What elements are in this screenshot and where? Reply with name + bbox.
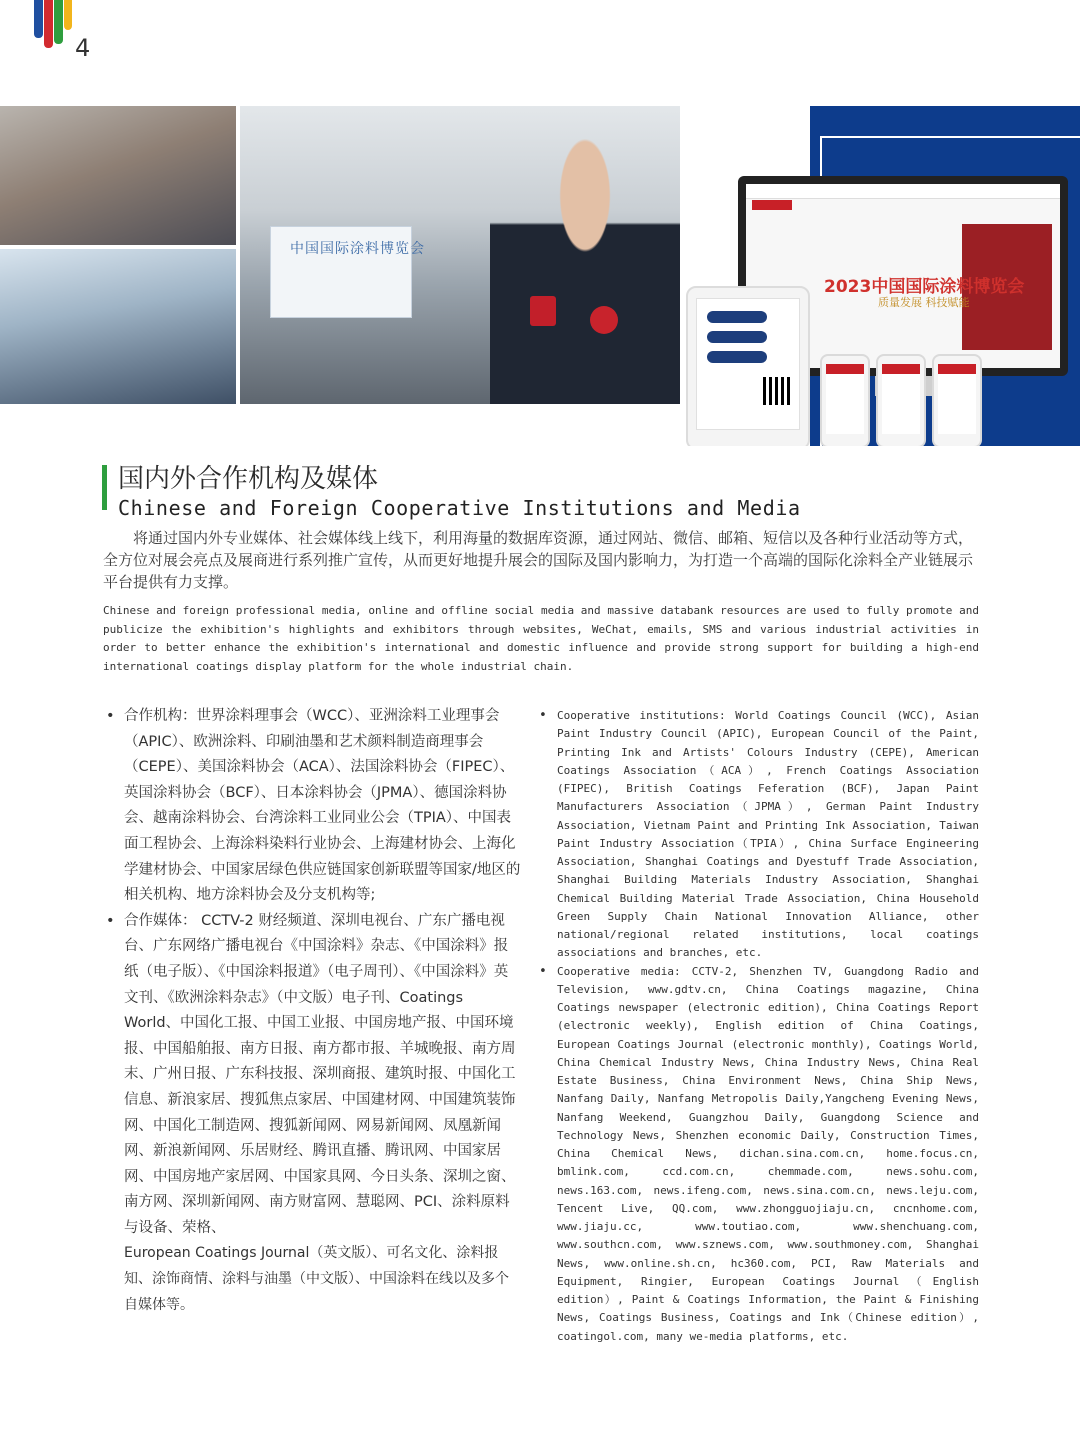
list-item-continuation: European Coatings Journal（英文版）、可名文化、涂料报知、涂饰商情、涂料与油墨（中文版）、中国涂料在线以及多个自媒体等。: [124, 1245, 509, 1313]
phone-screen: [882, 364, 920, 434]
photo-devices-mockup: [680, 106, 1080, 446]
phone-screen: [938, 364, 976, 434]
logo-bar-yellow: [64, 0, 72, 30]
microphone-icon: [530, 296, 556, 326]
heading-accent-bar: [102, 465, 107, 510]
list-item: • 合作媒体： CCTV-2 财经频道、深圳电视台、广东广播电视台、广东网络广播电视台《中国涂料》杂志、《中国涂料》报纸（电子版）、《中国涂料报道》（电子周刊）、《中国涂料》英文刊、《欧洲涂料杂志》（中文版）电子刊、Coatings World、中国化工报、中国工业报、中国房地产报、中国环境报、中国船舶报、南方日报、南方都市报、羊城晚报、南方周末、广州日报、广东科技报、深圳商报、建筑时报、中国化工信息、新浪家居、搜狐焦点家居、中国建材网、中国建筑装饰网、中国化工制造网、搜狐新闻网、网易新闻网、凤凰新闻网、新浪新闻网、乐居财经、腾讯直播、腾讯网、中国家居网、中国房地产家居网、中国家具网、今日头条、深圳之窗、南方网、深圳新闻网、南方财富网、慧聪网、PCI、涂料原料与设备、荣格、: [104, 909, 522, 1242]
phone-mockup: [820, 354, 870, 446]
cooperation-list-zh: [104, 704, 522, 1318]
corsage-icon: [590, 306, 618, 334]
website-nav-bar: [746, 184, 1060, 199]
photo-interview: [240, 106, 680, 404]
tablet-menu-button: [707, 331, 767, 343]
monitor-title: 2023中国国际涂料博览会: [824, 277, 1025, 297]
phone-mockup: [876, 354, 926, 446]
photo-booth-visitors: [0, 249, 236, 404]
tablet-screen: [696, 298, 800, 430]
page-number: 4: [75, 34, 91, 62]
qr-code-icon: [763, 377, 791, 405]
list-item: • 合作机构：世界涂料理事会（WCC）、亚洲涂料工业理事会（APIC）、欧洲涂料、印刷油墨和艺术颜料制造商理事会（CEPE）、美国涂料协会（ACA）、法国涂料协会（FIPEC）、英国涂料协会（BCF）、日本涂料协会（JPMA）、德国涂料协会、越南涂料协会、台湾涂料工业同业公会（TPIA）、中国表面工程协会、上海涂料染料行业协会、上海建材协会、上海化学建材协会、中国家居绿色供应链国家创新联盟等国家/地区的相关机构、地方涂料协会及分支机构等;: [104, 704, 522, 909]
intro-paragraph-en: Chinese and foreign professional media, online and offline social media and massive databank resources are used to fully promote and publicize the exhibition's highlights and exhibitors through websites, WeChat, emails, SMS and various industrial activities in order to better enhance the exhibition's international and domestic influence and provide strong support for building a high-end international coatings display platform for the whole industrial chain.: [103, 604, 979, 673]
cooperation-list-en: [539, 707, 979, 1346]
photo-crowd-visitors: [0, 106, 236, 245]
logo-mark: [34, 0, 74, 52]
expo-banner-text: 中国国际涂料博览会: [290, 241, 425, 257]
intro-paragraph-zh: 将通过国内外专业媒体、社会媒体线上线下，利用海量的数据库资源，通过网站、微信、邮箱、短信以及各种行业活动等方式，全方位对展会亮点及展商进行系列推广宣传，从而更好地提升展会的国际及国内影响力，为打造一个高端的国际化涂料全产业链展示平台提供有力支撑。: [103, 529, 974, 591]
phone-mockup: [932, 354, 982, 446]
interviewee-figure: [490, 136, 680, 404]
list-item: • Cooperative institutions: World Coatings Council (WCC), Asian Paint Industry Council (APIC), European Council of the Paint, Printing Ink and Artists' Colours Industry (CEPE), American Coatings Association（ACA）, French Coatings Association (FIPEC), British Coatings Feferation (BCF), Japan Paint Manufacturers Association（JPMA）, German Paint Industry Association, Vietnam Paint and Printing Ink Association, Taiwan Paint Industry Association（TPIA）, China Surface Engineering Association, Shanghai Coatings and Dyestuff Trade Association, Shanghai Building Materials Industry Association, Shanghai Chemical Building Material Trade Association, China Household Green Supply Chain National Innovation Alliance, other national/regional related institutions, local coatings associations and branches, etc.: [539, 707, 979, 963]
logo-bar-blue: [34, 0, 43, 38]
section-title-zh: 国内外合作机构及媒体: [118, 464, 379, 494]
phone-screen: [826, 364, 864, 434]
tablet-mockup: [686, 286, 810, 446]
logo-bar-green: [54, 0, 63, 44]
monitor-subtitle: 质量发展 科技赋能: [878, 296, 970, 309]
tablet-menu-button: [707, 311, 767, 323]
list-item: • Cooperative media: CCTV-2, Shenzhen TV, Guangdong Radio and Television, www.gdtv.cn, China Coatings magazine, China Coatings newspaper (electronic edition), China Coatings Report (electronic weekly), English edition of China Coatings, European Coatings Journal (electronic monthly), Coatings World, China Chemical Industry News, China Industry News, China Real Estate Business, China Environment News, China Ship News, Nanfang Daily, Nanfang Metropolis Daily,Yangcheng Evening News, Nanfang Weekend, Guangzhou Daily, Guangdong Science and Technology News, Shenzhen economic Daily, Construction Times, China Chemical News, dichan.sina.com.cn, home.focus.cn, bmlink.com, ccd.com.cn, chemmade.com, news.sohu.com, news.163.com, news.ifeng.com, news.sina.com.cn, news.leju.com, Tencent Live, QQ.com, www.zhongguojiaju.cn, cncnhome.com, www.jiaju.cc, www.toutiao.com, www.shenchuang.com, www.southcn.com, www.sznews.com, www.southmoney.com, Shanghai News, www.online.sh.cn, hc360.com, PCI, Raw Materials and Equipment, Ringier, European Coatings Journal（English edition）, Paint & Coatings Information, the Paint & Finishing News, Coatings Business, Coatings and Ink（Chinese edition）, coatingol.com, many we-media platforms, etc.: [539, 963, 979, 1346]
section-title-en: Chinese and Foreign Cooperative Institutions and Media: [118, 496, 801, 520]
logo-bar-red: [44, 0, 53, 48]
tablet-menu-button: [707, 351, 767, 363]
website-logo: [752, 200, 792, 210]
